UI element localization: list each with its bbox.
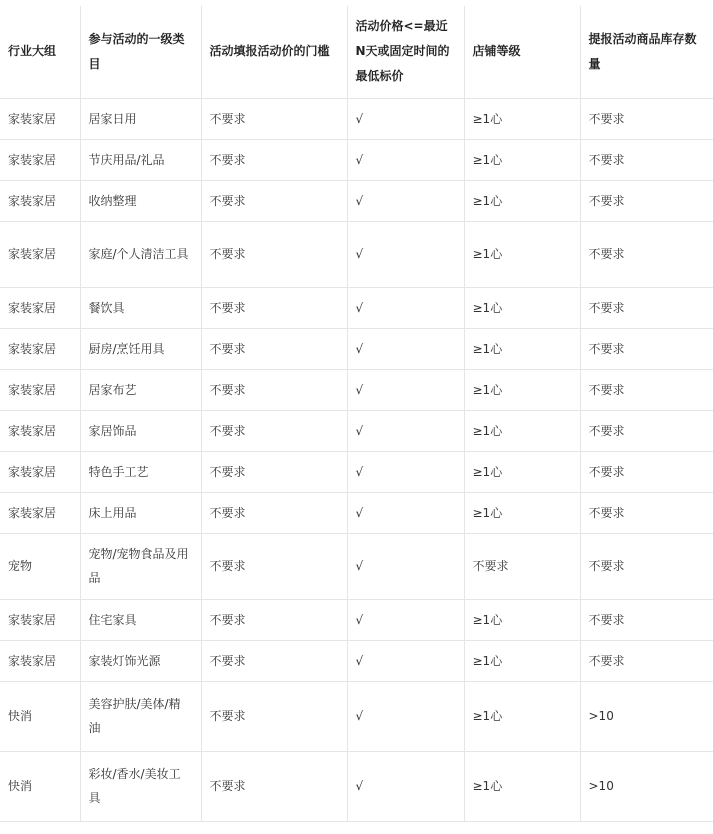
cell-price-rule: √ xyxy=(347,640,464,681)
cell-price-rule: √ xyxy=(347,221,464,287)
cell-stock: >10 xyxy=(580,681,713,751)
cell-group: 快消 xyxy=(0,681,80,751)
cell-stock: 不要求 xyxy=(580,369,713,410)
cell-shop-level: ≥1心 xyxy=(464,751,580,821)
cell-shop-level: ≥1心 xyxy=(464,328,580,369)
cell-category: 特色手工艺 xyxy=(80,451,201,492)
cell-threshold: 不要求 xyxy=(201,681,347,751)
cell-price-rule: √ xyxy=(347,287,464,328)
cell-price-rule: √ xyxy=(347,369,464,410)
table-row xyxy=(0,369,713,410)
cell-price-rule: √ xyxy=(347,533,464,599)
cell-threshold: 不要求 xyxy=(201,410,347,451)
cell-threshold: 不要求 xyxy=(201,98,347,139)
cell-category: 厨房/烹饪用具 xyxy=(80,328,201,369)
cell-stock: 不要求 xyxy=(580,451,713,492)
table-body xyxy=(0,98,713,821)
header-price-threshold: 活动填报活动价的门槛 xyxy=(201,6,347,98)
cell-group: 家装家居 xyxy=(0,98,80,139)
cell-group: 家装家居 xyxy=(0,640,80,681)
cell-shop-level: ≥1心 xyxy=(464,451,580,492)
cell-price-rule: √ xyxy=(347,98,464,139)
cell-threshold: 不要求 xyxy=(201,369,347,410)
cell-shop-level: ≥1心 xyxy=(464,681,580,751)
header-row xyxy=(0,6,713,98)
cell-shop-level: ≥1心 xyxy=(464,180,580,221)
header-shop-level: 店铺等级 xyxy=(464,6,580,98)
cell-group: 家装家居 xyxy=(0,451,80,492)
cell-category: 住宅家具 xyxy=(80,599,201,640)
cell-group: 家装家居 xyxy=(0,139,80,180)
cell-category: 家居饰品 xyxy=(80,410,201,451)
cell-threshold: 不要求 xyxy=(201,328,347,369)
cell-shop-level: ≥1心 xyxy=(464,369,580,410)
cell-group: 家装家居 xyxy=(0,328,80,369)
cell-group: 家装家居 xyxy=(0,369,80,410)
cell-category: 床上用品 xyxy=(80,492,201,533)
cell-price-rule: √ xyxy=(347,410,464,451)
table-row xyxy=(0,681,713,751)
cell-stock: 不要求 xyxy=(580,533,713,599)
cell-category: 收纳整理 xyxy=(80,180,201,221)
cell-shop-level: ≥1心 xyxy=(464,221,580,287)
cell-group: 家装家居 xyxy=(0,410,80,451)
cell-stock: >10 xyxy=(580,751,713,821)
cell-stock: 不要求 xyxy=(580,98,713,139)
cell-price-rule: √ xyxy=(347,492,464,533)
cell-threshold: 不要求 xyxy=(201,751,347,821)
header-lowest-price-rule: 活动价格<=最近N天或固定时间的最低标价 xyxy=(347,6,464,98)
cell-stock: 不要求 xyxy=(580,328,713,369)
cell-stock: 不要求 xyxy=(580,139,713,180)
table-row xyxy=(0,599,713,640)
cell-group: 家装家居 xyxy=(0,221,80,287)
cell-group: 快消 xyxy=(0,751,80,821)
cell-price-rule: √ xyxy=(347,681,464,751)
cell-category: 美容护肤/美体/精油 xyxy=(80,681,201,751)
cell-price-rule: √ xyxy=(347,139,464,180)
header-category: 参与活动的一级类目 xyxy=(80,6,201,98)
table-row xyxy=(0,139,713,180)
activity-requirements-table xyxy=(0,6,713,822)
table-row xyxy=(0,640,713,681)
cell-group: 家装家居 xyxy=(0,599,80,640)
header-industry-group: 行业大组 xyxy=(0,6,80,98)
table-row xyxy=(0,287,713,328)
table-row xyxy=(0,751,713,821)
cell-threshold: 不要求 xyxy=(201,139,347,180)
table-row xyxy=(0,410,713,451)
table-row xyxy=(0,328,713,369)
cell-category: 居家布艺 xyxy=(80,369,201,410)
table-row xyxy=(0,221,713,287)
cell-category: 宠物/宠物食品及用品 xyxy=(80,533,201,599)
cell-threshold: 不要求 xyxy=(201,599,347,640)
cell-shop-level: ≥1心 xyxy=(464,410,580,451)
cell-threshold: 不要求 xyxy=(201,451,347,492)
cell-threshold: 不要求 xyxy=(201,533,347,599)
cell-stock: 不要求 xyxy=(580,640,713,681)
table-row xyxy=(0,180,713,221)
cell-stock: 不要求 xyxy=(580,410,713,451)
cell-price-rule: √ xyxy=(347,599,464,640)
cell-category: 彩妆/香水/美妆工具 xyxy=(80,751,201,821)
cell-shop-level: ≥1心 xyxy=(464,599,580,640)
cell-group: 宠物 xyxy=(0,533,80,599)
table-header xyxy=(0,6,713,98)
cell-category: 居家日用 xyxy=(80,98,201,139)
cell-stock: 不要求 xyxy=(580,492,713,533)
cell-shop-level: ≥1心 xyxy=(464,287,580,328)
table-row xyxy=(0,451,713,492)
cell-price-rule: √ xyxy=(347,180,464,221)
cell-threshold: 不要求 xyxy=(201,287,347,328)
cell-shop-level: ≥1心 xyxy=(464,98,580,139)
cell-stock: 不要求 xyxy=(580,221,713,287)
cell-stock: 不要求 xyxy=(580,287,713,328)
cell-category: 家装灯饰光源 xyxy=(80,640,201,681)
cell-group: 家装家居 xyxy=(0,492,80,533)
cell-price-rule: √ xyxy=(347,751,464,821)
cell-group: 家装家居 xyxy=(0,180,80,221)
cell-category: 节庆用品/礼品 xyxy=(80,139,201,180)
cell-threshold: 不要求 xyxy=(201,180,347,221)
cell-shop-level: ≥1心 xyxy=(464,640,580,681)
cell-group: 家装家居 xyxy=(0,287,80,328)
cell-category: 餐饮具 xyxy=(80,287,201,328)
header-stock-quantity: 提报活动商品库存数量 xyxy=(580,6,713,98)
cell-shop-level: ≥1心 xyxy=(464,139,580,180)
cell-category: 家庭/个人清洁工具 xyxy=(80,221,201,287)
cell-price-rule: √ xyxy=(347,451,464,492)
cell-stock: 不要求 xyxy=(580,599,713,640)
table-row xyxy=(0,98,713,139)
cell-threshold: 不要求 xyxy=(201,492,347,533)
cell-shop-level: ≥1心 xyxy=(464,492,580,533)
cell-price-rule: √ xyxy=(347,328,464,369)
table-row xyxy=(0,533,713,599)
cell-stock: 不要求 xyxy=(580,180,713,221)
cell-threshold: 不要求 xyxy=(201,640,347,681)
cell-shop-level: 不要求 xyxy=(464,533,580,599)
cell-threshold: 不要求 xyxy=(201,221,347,287)
table-row xyxy=(0,492,713,533)
